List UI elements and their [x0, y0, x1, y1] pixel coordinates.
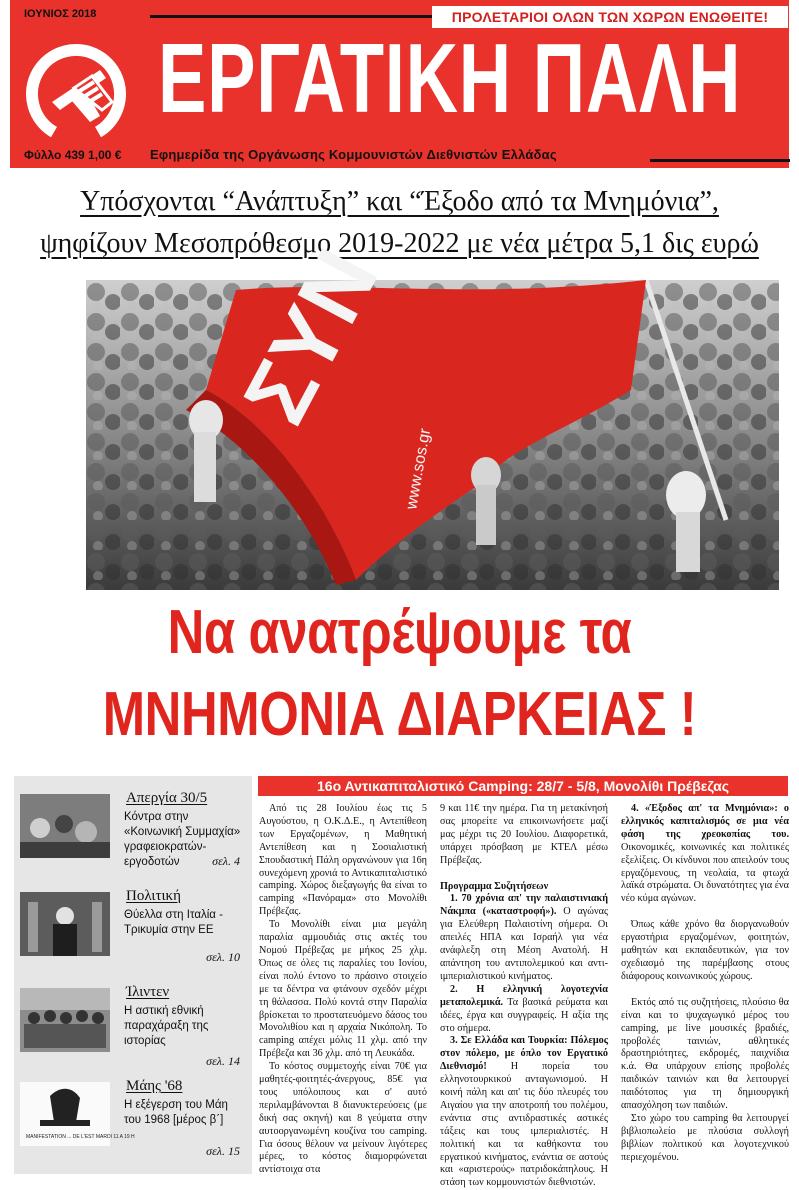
program-heading: Προγραμμα Συζητήσεων	[440, 880, 549, 892]
slogan: ΠΡΟΛΕΤΑΡΙΟΙ ΟΛΩΝ ΤΩΝ ΧΩΡΩΝ ΕΝΩΘΕΙΤΕ!	[432, 6, 788, 28]
paragraph: Όπως κάθε χρόνο θα διοργανωθούν εργαστήρια εργαζομένων, φοιτητών, μαθητών και εκπαιδευτικών, για τον σχεδιασμό της παρέμβασης στους διάφορους κοινωνικούς χώρους.	[621, 919, 789, 982]
newspaper-subtitle: Εφημερίδα της Οργάνωσης Κομμουνιστών Διεθνιστών Ελλάδας	[150, 147, 557, 162]
issue-date: ΙΟΥΝΙΟΣ 2018	[24, 8, 97, 20]
sidebar-text: Η εξέγερση του Μάη του 1968 [μέρος β΄]	[124, 1099, 228, 1126]
sidebar-head: Ίλιντεν	[126, 984, 170, 1000]
sidebar-page: σελ. 4	[212, 854, 240, 868]
top-rule	[150, 15, 432, 18]
program-item-4: 4. «Έξοδος απ' τα Μνημόνια»: ο ελληνικός καπιταλισμός σε μια νέα φάση της χρεοκοπίας του. Οικονομικές, κοινωνικές και πολιτικές εξελίξεις. Οι κίνδυνοι που απειλούν τους εργαζόμενους, τη νεολαία, τα φτωχά λαϊκά στρώματα. Οι δυνατότητες για ένα νέο κύμα αγώνων.	[621, 803, 789, 905]
article-column-3	[621, 803, 789, 1165]
headline-line-1: Υπόσχονται “Ανάπτυξη” και “Έξοδο από τα Μνημόνια”,	[80, 186, 719, 217]
paragraph: Από τις 28 Ιουλίου έως τις 5 Αυγούστου, η Ο.Κ.Δ.Ε., η Αντεπίθεση των Εργαζομένων, η Μαθητική Αντεπίθεση και η Σοσιαλιστική Σπουδαστική Πάλη οργανώνουν για 16η συνεχόμενη χρονιά το Αντικαπιταλιστικό camping. Χώρος διεξαγωγής θα είναι το camping «Πανόραμα» στο Μονολίθι Πρέβεζας.	[259, 803, 427, 918]
sidebar-item-may68[interactable]	[14, 1072, 252, 1166]
paragraph: Το Μονολίθι είναι μια μεγάλη παραλία αμμουδιάς στις ακτές του Νομού Πρέβεζας με μήκος 25 χλμ. Όπως σε όλες τις παραλίες του Ιονίου, είναι πολύ έντονο το πράσινο στοιχείο με τα δέντρα να φτάνουν σχεδόν μέχρι τη θάλασσα. Πολύ κοντά στην Παραλία βρίσκεται το προστατευόμενο δάσος του Μονολιθίου και η αρχαία Νικόπολη. Το camping απέχει μόλις 11 χλμ. από την Πρέβεζα και 36 χλμ. από τη Λευκάδα.	[259, 919, 427, 1060]
sidebar-text: Θύελλα στη Ιταλία - Τρικυμία στην ΕΕ	[124, 909, 223, 936]
camping-title-bar: 16ο Αντικαπιταλιστικό Camping: 28/7 - 5/8, Μονολίθι Πρέβεζας	[258, 776, 788, 796]
newspaper-title: ΕΡΓΑΤΙΚΗ ΠΑΛΗ	[158, 23, 742, 133]
ilinden-thumbnail	[20, 988, 110, 1052]
masthead	[10, 0, 789, 168]
hammer-sickle-logo-icon	[22, 40, 130, 148]
sidebar-head: Μάης '68	[126, 1078, 183, 1094]
paragraph: Στο χώρο του camping θα λειτουργεί βιβλιοπωλείο με πλούσια συλλογή βιβλίων πολιτικού και λογοτεχνικού περιεχομένου.	[621, 1112, 789, 1163]
sidebar-page: σελ. 15	[206, 1144, 240, 1158]
may68-poster-thumbnail	[20, 1082, 135, 1146]
paragraph: 9 και 11€ την ημέρα. Για τη μετακίνησή σας μπορείτε να επικοινωνήσετε μαζί μας μέχρι τις 20 Ιουλίου. Διαφορετικά, υπάρχει πρόσβαση με ΚΤΕΛ μέσω Πρέβεζας.	[440, 803, 608, 866]
poster-text: MANIFESTATION ... DE L'EST MARDI 11 A 19 H	[26, 1134, 135, 1140]
sidebar-index	[14, 776, 252, 1174]
article-column-2	[440, 803, 608, 1190]
main-title-line-1: Να ανατρέψουμε τα	[167, 598, 632, 667]
politics-thumbnail	[20, 892, 110, 956]
headline-line-2: ψηφίζουν Μεσοπρόθεσμο 2019-2022 με νέα μέτρα 5,1 δις ευρώ	[40, 228, 759, 259]
main-title-line-2: ΜΝΗΜΟΝΙΑ ΔΙΑΡΚΕΙΑΣ !	[102, 680, 697, 749]
paragraph: Εκτός από τις συζητήσεις, πλούσιο θα είναι και το ψυχαγωγικό μέρος του camping, με live μουσικές βραδιές, προβολές ταινιών, αθλητικές δραστηριότητες, εκδρομές, παιχνίδια κ.ά. Θα υπάρχουν επίσης προβολές παιδικών ταινιών και θα λειτουργεί παιδότοπος για τη δημιουργική απασχόληση των παιδιών.	[621, 996, 789, 1112]
sidebar-head: Πολιτική	[126, 888, 181, 904]
article-column-1	[259, 803, 427, 1177]
sidebar-head: Απεργία 30/5	[126, 790, 208, 806]
paragraph: Το κόστος συμμετοχής είναι 70€ για μαθητές-φοιτητές-άνεργους, 85€ για τους υπόλοιπους και σ' αυτό περιλαμβάνονται 8 διανυκτερεύσεις (με δική σας σκηνή) και 8 γεύματα στην αυτοοργανωμένη κουζίνα του camping. Για όσους θέλουν να μείνουν λιγότερες μέρες, το κόστος διαμορφώνεται αντίστοιχα στα	[259, 1061, 427, 1176]
sidebar-page: σελ. 10	[206, 950, 240, 964]
sidebar-page: σελ. 14	[206, 1054, 240, 1068]
program-item-2: 2. Η ελληνική λογοτεχνία μεταπολεμικά. Τα βασικά ρεύματα και ιδέες, έργα και συγγραφείς. Η αξία της στο σήμερα.	[440, 983, 608, 1034]
issue-number-price: Φύλλο 439 1,00 €	[24, 148, 122, 162]
subtitle-rule	[650, 159, 790, 162]
sidebar-item-strike[interactable]	[14, 784, 252, 878]
program-item-3: 3. Σε Ελλάδα και Τουρκία: Πόλεμος στον πόλεμο, με όπλο τον Εργατικό Διεθνισμό! Η πορεία του ελληνοτουρκικού ανταγωνισμού. Η κοινή πάλη και απ' τις δύο πλευρές του Αιγαίου για την αποτροπή του πολέμου, ενάντια στις αντιδραστικές αστικές τάξεις και τους ιμπεριαλιστές. Η πολιτική και τα καθήκοντα του εργατικού κινήματος, ενάντια σε αστούς και «αριστερούς» πατριδοκάπηλους. Η στάση των κομμουνιστών διεθνιστών.	[440, 1035, 608, 1189]
sidebar-item-politics[interactable]	[14, 882, 252, 976]
sidebar-text: Η αστική εθνική παραχάραξη της ιστορίας	[124, 1005, 209, 1047]
flag-subtext: www.sos.gr	[403, 427, 435, 511]
sidebar-item-ilinden[interactable]	[14, 978, 252, 1072]
strike-thumbnail	[20, 794, 110, 858]
program-item-1: 1. 70 χρόνια απ' την παλαιστινιακή Νάκμπα («καταστροφή»). Ο αγώνας για Ελεύθερη Παλαιστίνη σήμερα. Οι απειλές ΗΠΑ και Ισραήλ για νέα ανάφλεξη στη Μέση Ανατολή. Η απάντηση του αντιπολεμικού και αντι-ιμπεριαλιστικού κινήματος.	[440, 893, 608, 982]
sidebar-text: Κόντρα στην «Κοινωνική Συμμαχία» γραφειοκρατών-εργοδοτών	[124, 811, 241, 868]
flag-text: ΣΥΝ	[225, 234, 398, 440]
